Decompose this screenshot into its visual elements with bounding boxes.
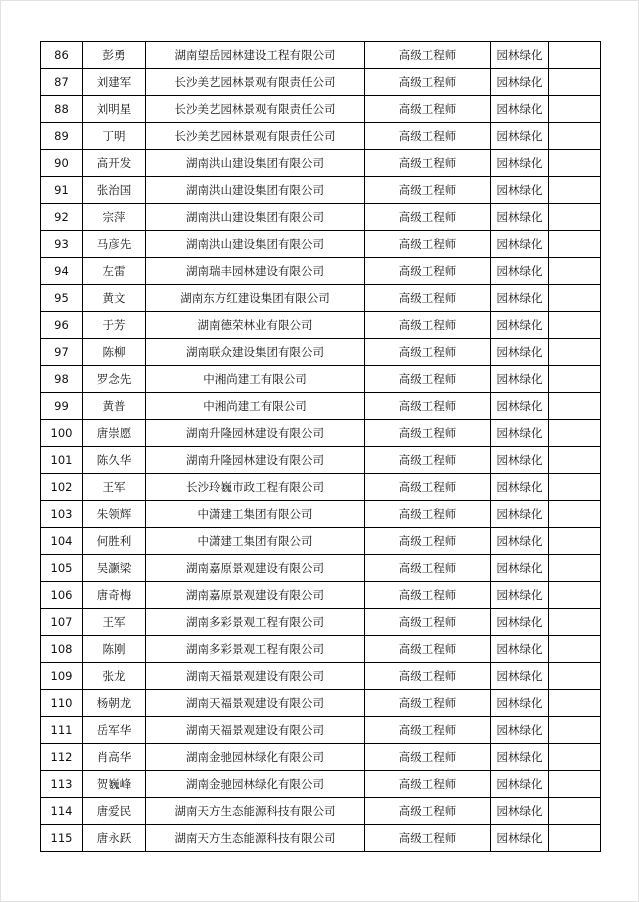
professional-title-cell: 高级工程师 xyxy=(365,285,491,312)
organization-cell: 中湘尚建工有限公司 xyxy=(146,393,365,420)
serial-number-cell: 92 xyxy=(41,204,83,231)
specialty-cell: 园林绿化 xyxy=(491,447,549,474)
remarks-cell xyxy=(549,663,601,690)
remarks-cell xyxy=(549,42,601,69)
serial-number-cell: 114 xyxy=(41,798,83,825)
table-row xyxy=(41,609,601,636)
serial-number-cell: 86 xyxy=(41,42,83,69)
professional-title-cell: 高级工程师 xyxy=(365,420,491,447)
table-row xyxy=(41,42,601,69)
specialty-cell: 园林绿化 xyxy=(491,366,549,393)
organization-cell: 湖南升隆园林建设有限公司 xyxy=(146,420,365,447)
table-row xyxy=(41,771,601,798)
professional-title-cell: 高级工程师 xyxy=(365,123,491,150)
remarks-cell xyxy=(549,744,601,771)
specialty-cell: 园林绿化 xyxy=(491,123,549,150)
remarks-cell xyxy=(549,258,601,285)
organization-cell: 中潇建工集团有限公司 xyxy=(146,501,365,528)
professional-title-cell: 高级工程师 xyxy=(365,663,491,690)
organization-cell: 湖南洪山建设集团有限公司 xyxy=(146,177,365,204)
person-name-cell: 彭勇 xyxy=(83,42,146,69)
organization-cell: 长沙美艺园林景观有限责任公司 xyxy=(146,96,365,123)
person-name-cell: 唐崇愿 xyxy=(83,420,146,447)
person-name-cell: 张治国 xyxy=(83,177,146,204)
person-name-cell: 刘明星 xyxy=(83,96,146,123)
organization-cell: 湖南天福景观建设有限公司 xyxy=(146,690,365,717)
organization-cell: 湖南德荣林业有限公司 xyxy=(146,312,365,339)
person-name-cell: 岳军华 xyxy=(83,717,146,744)
organization-cell: 湖南天方生态能源科技有限公司 xyxy=(146,798,365,825)
table-row xyxy=(41,69,601,96)
table-row xyxy=(41,528,601,555)
person-name-cell: 肖高华 xyxy=(83,744,146,771)
person-name-cell: 唐奇梅 xyxy=(83,582,146,609)
specialty-cell: 园林绿化 xyxy=(491,663,549,690)
serial-number-cell: 97 xyxy=(41,339,83,366)
professional-title-cell: 高级工程师 xyxy=(365,555,491,582)
professional-title-cell: 高级工程师 xyxy=(365,177,491,204)
table-row xyxy=(41,636,601,663)
person-name-cell: 朱领辉 xyxy=(83,501,146,528)
serial-number-cell: 110 xyxy=(41,690,83,717)
serial-number-cell: 87 xyxy=(41,69,83,96)
table-row xyxy=(41,798,601,825)
specialty-cell: 园林绿化 xyxy=(491,582,549,609)
person-name-cell: 杨朝龙 xyxy=(83,690,146,717)
remarks-cell xyxy=(549,339,601,366)
serial-number-cell: 104 xyxy=(41,528,83,555)
table-row xyxy=(41,393,601,420)
organization-cell: 湖南多彩景观工程有限公司 xyxy=(146,609,365,636)
person-name-cell: 何胜利 xyxy=(83,528,146,555)
table-row xyxy=(41,582,601,609)
professional-title-cell: 高级工程师 xyxy=(365,96,491,123)
table-row xyxy=(41,717,601,744)
serial-number-cell: 108 xyxy=(41,636,83,663)
remarks-cell xyxy=(549,393,601,420)
organization-cell: 湖南金驰园林绿化有限公司 xyxy=(146,744,365,771)
specialty-cell: 园林绿化 xyxy=(491,42,549,69)
serial-number-cell: 112 xyxy=(41,744,83,771)
person-name-cell: 贺巍峰 xyxy=(83,771,146,798)
serial-number-cell: 111 xyxy=(41,717,83,744)
specialty-cell: 园林绿化 xyxy=(491,339,549,366)
remarks-cell xyxy=(549,96,601,123)
person-name-cell: 唐爱民 xyxy=(83,798,146,825)
organization-cell: 湖南升隆园林建设有限公司 xyxy=(146,447,365,474)
specialty-cell: 园林绿化 xyxy=(491,258,549,285)
roster-table xyxy=(40,41,601,852)
table-row xyxy=(41,285,601,312)
serial-number-cell: 91 xyxy=(41,177,83,204)
serial-number-cell: 101 xyxy=(41,447,83,474)
specialty-cell: 园林绿化 xyxy=(491,528,549,555)
organization-cell: 长沙美艺园林景观有限责任公司 xyxy=(146,69,365,96)
specialty-cell: 园林绿化 xyxy=(491,420,549,447)
specialty-cell: 园林绿化 xyxy=(491,285,549,312)
professional-title-cell: 高级工程师 xyxy=(365,690,491,717)
specialty-cell: 园林绿化 xyxy=(491,231,549,258)
roster-body xyxy=(41,42,601,852)
table-row xyxy=(41,258,601,285)
table-row xyxy=(41,366,601,393)
table-row xyxy=(41,312,601,339)
serial-number-cell: 95 xyxy=(41,285,83,312)
person-name-cell: 黄普 xyxy=(83,393,146,420)
table-row xyxy=(41,663,601,690)
table-row xyxy=(41,231,601,258)
organization-cell: 湖南天方生态能源科技有限公司 xyxy=(146,825,365,852)
serial-number-cell: 93 xyxy=(41,231,83,258)
professional-title-cell: 高级工程师 xyxy=(365,69,491,96)
person-name-cell: 陈久华 xyxy=(83,447,146,474)
serial-number-cell: 107 xyxy=(41,609,83,636)
professional-title-cell: 高级工程师 xyxy=(365,798,491,825)
remarks-cell xyxy=(549,447,601,474)
serial-number-cell: 96 xyxy=(41,312,83,339)
person-name-cell: 左雷 xyxy=(83,258,146,285)
table-row xyxy=(41,447,601,474)
professional-title-cell: 高级工程师 xyxy=(365,582,491,609)
person-name-cell: 马彦先 xyxy=(83,231,146,258)
table-row xyxy=(41,690,601,717)
professional-title-cell: 高级工程师 xyxy=(365,474,491,501)
remarks-cell xyxy=(549,177,601,204)
person-name-cell: 丁明 xyxy=(83,123,146,150)
specialty-cell: 园林绿化 xyxy=(491,393,549,420)
organization-cell: 中潇建工集团有限公司 xyxy=(146,528,365,555)
professional-title-cell: 高级工程师 xyxy=(365,744,491,771)
specialty-cell: 园林绿化 xyxy=(491,690,549,717)
table-row xyxy=(41,339,601,366)
serial-number-cell: 109 xyxy=(41,663,83,690)
organization-cell: 湖南瑞丰园林建设有限公司 xyxy=(146,258,365,285)
professional-title-cell: 高级工程师 xyxy=(365,258,491,285)
specialty-cell: 园林绿化 xyxy=(491,150,549,177)
organization-cell: 湖南嘉原景观建设有限公司 xyxy=(146,555,365,582)
person-name-cell: 刘建军 xyxy=(83,69,146,96)
remarks-cell xyxy=(549,582,601,609)
remarks-cell xyxy=(549,528,601,555)
serial-number-cell: 103 xyxy=(41,501,83,528)
remarks-cell xyxy=(549,366,601,393)
organization-cell: 长沙美艺园林景观有限责任公司 xyxy=(146,123,365,150)
organization-cell: 湖南洪山建设集团有限公司 xyxy=(146,231,365,258)
organization-cell: 湖南联众建设集团有限公司 xyxy=(146,339,365,366)
specialty-cell: 园林绿化 xyxy=(491,825,549,852)
professional-title-cell: 高级工程师 xyxy=(365,447,491,474)
specialty-cell: 园林绿化 xyxy=(491,312,549,339)
remarks-cell xyxy=(549,501,601,528)
person-name-cell: 于芳 xyxy=(83,312,146,339)
organization-cell: 湖南望岳园林建设工程有限公司 xyxy=(146,42,365,69)
table-row xyxy=(41,123,601,150)
professional-title-cell: 高级工程师 xyxy=(365,150,491,177)
person-name-cell: 张龙 xyxy=(83,663,146,690)
person-name-cell: 吴灏梁 xyxy=(83,555,146,582)
person-name-cell: 王军 xyxy=(83,474,146,501)
professional-title-cell: 高级工程师 xyxy=(365,339,491,366)
remarks-cell xyxy=(549,717,601,744)
table-row xyxy=(41,474,601,501)
specialty-cell: 园林绿化 xyxy=(491,798,549,825)
organization-cell: 湖南金驰园林绿化有限公司 xyxy=(146,771,365,798)
professional-title-cell: 高级工程师 xyxy=(365,312,491,339)
remarks-cell xyxy=(549,474,601,501)
specialty-cell: 园林绿化 xyxy=(491,717,549,744)
serial-number-cell: 105 xyxy=(41,555,83,582)
organization-cell: 长沙玲巍市政工程有限公司 xyxy=(146,474,365,501)
organization-cell: 湖南多彩景观工程有限公司 xyxy=(146,636,365,663)
remarks-cell xyxy=(549,636,601,663)
table-row xyxy=(41,96,601,123)
professional-title-cell: 高级工程师 xyxy=(365,231,491,258)
remarks-cell xyxy=(549,420,601,447)
person-name-cell: 罗念先 xyxy=(83,366,146,393)
serial-number-cell: 113 xyxy=(41,771,83,798)
professional-title-cell: 高级工程师 xyxy=(365,528,491,555)
serial-number-cell: 99 xyxy=(41,393,83,420)
remarks-cell xyxy=(549,123,601,150)
professional-title-cell: 高级工程师 xyxy=(365,636,491,663)
professional-title-cell: 高级工程师 xyxy=(365,771,491,798)
professional-title-cell: 高级工程师 xyxy=(365,501,491,528)
professional-title-cell: 高级工程师 xyxy=(365,42,491,69)
remarks-cell xyxy=(549,204,601,231)
professional-title-cell: 高级工程师 xyxy=(365,825,491,852)
remarks-cell xyxy=(549,825,601,852)
remarks-cell xyxy=(549,609,601,636)
person-name-cell: 黄文 xyxy=(83,285,146,312)
table-row xyxy=(41,177,601,204)
serial-number-cell: 88 xyxy=(41,96,83,123)
serial-number-cell: 89 xyxy=(41,123,83,150)
remarks-cell xyxy=(549,69,601,96)
organization-cell: 湖南天福景观建设有限公司 xyxy=(146,663,365,690)
specialty-cell: 园林绿化 xyxy=(491,96,549,123)
serial-number-cell: 102 xyxy=(41,474,83,501)
person-name-cell: 陈柳 xyxy=(83,339,146,366)
specialty-cell: 园林绿化 xyxy=(491,744,549,771)
professional-title-cell: 高级工程师 xyxy=(365,393,491,420)
remarks-cell xyxy=(549,150,601,177)
specialty-cell: 园林绿化 xyxy=(491,609,549,636)
serial-number-cell: 94 xyxy=(41,258,83,285)
remarks-cell xyxy=(549,285,601,312)
remarks-cell xyxy=(549,312,601,339)
professional-title-cell: 高级工程师 xyxy=(365,366,491,393)
specialty-cell: 园林绿化 xyxy=(491,474,549,501)
person-name-cell: 高开发 xyxy=(83,150,146,177)
table-row xyxy=(41,825,601,852)
organization-cell: 湖南洪山建设集团有限公司 xyxy=(146,204,365,231)
specialty-cell: 园林绿化 xyxy=(491,771,549,798)
person-name-cell: 唐永跃 xyxy=(83,825,146,852)
specialty-cell: 园林绿化 xyxy=(491,204,549,231)
specialty-cell: 园林绿化 xyxy=(491,69,549,96)
specialty-cell: 园林绿化 xyxy=(491,636,549,663)
person-name-cell: 陈刚 xyxy=(83,636,146,663)
specialty-cell: 园林绿化 xyxy=(491,555,549,582)
table-row xyxy=(41,555,601,582)
professional-title-cell: 高级工程师 xyxy=(365,609,491,636)
remarks-cell xyxy=(549,231,601,258)
organization-cell: 中湘尚建工有限公司 xyxy=(146,366,365,393)
table-row xyxy=(41,501,601,528)
serial-number-cell: 100 xyxy=(41,420,83,447)
serial-number-cell: 115 xyxy=(41,825,83,852)
table-row xyxy=(41,204,601,231)
person-name-cell: 王军 xyxy=(83,609,146,636)
table-row xyxy=(41,150,601,177)
organization-cell: 湖南天福景观建设有限公司 xyxy=(146,717,365,744)
remarks-cell xyxy=(549,771,601,798)
remarks-cell xyxy=(549,798,601,825)
serial-number-cell: 98 xyxy=(41,366,83,393)
serial-number-cell: 90 xyxy=(41,150,83,177)
professional-title-cell: 高级工程师 xyxy=(365,204,491,231)
person-name-cell: 宗萍 xyxy=(83,204,146,231)
serial-number-cell: 106 xyxy=(41,582,83,609)
table-row xyxy=(41,420,601,447)
specialty-cell: 园林绿化 xyxy=(491,177,549,204)
organization-cell: 湖南洪山建设集团有限公司 xyxy=(146,150,365,177)
table-row xyxy=(41,744,601,771)
organization-cell: 湖南嘉原景观建设有限公司 xyxy=(146,582,365,609)
remarks-cell xyxy=(549,555,601,582)
organization-cell: 湖南东方红建设集团有限公司 xyxy=(146,285,365,312)
remarks-cell xyxy=(549,690,601,717)
specialty-cell: 园林绿化 xyxy=(491,501,549,528)
professional-title-cell: 高级工程师 xyxy=(365,717,491,744)
